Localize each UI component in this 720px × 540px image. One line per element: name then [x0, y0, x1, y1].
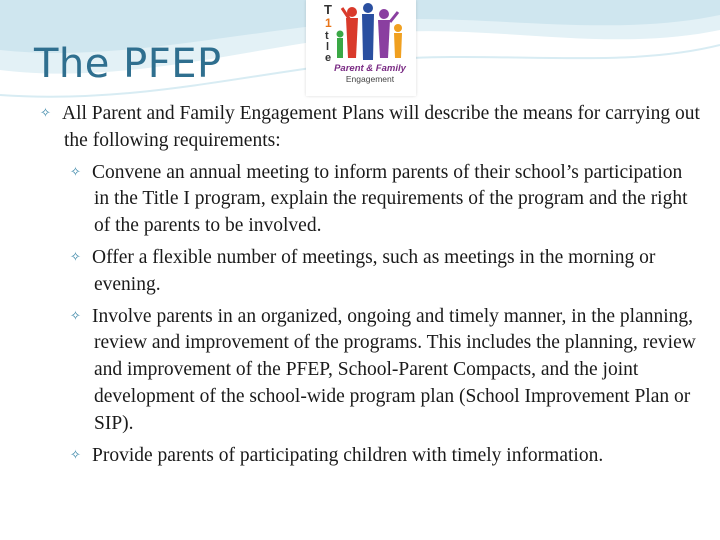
bullet-text: Provide parents of participating children with timely information.: [92, 444, 604, 466]
bullet-timely-information: [70, 442, 700, 470]
slide-title: The PFEP: [34, 41, 222, 87]
bullet-annual-meeting: [70, 159, 700, 240]
bullet-marker-icon: ✧: [70, 163, 81, 179]
bullet-marker-icon: ✧: [70, 446, 81, 462]
bullet-intro: [40, 100, 700, 155]
slide-body: [40, 100, 700, 469]
bullet-flexible-meetings: [70, 244, 700, 299]
logo-letter-t2: t: [325, 30, 329, 42]
logo-letter-e: e: [325, 52, 332, 64]
bullet-involve-parents: [70, 303, 700, 438]
bullet-text: Involve parents in an organized, ongoing and timely manner, in the planning, review and improvement of the programs. This includes the planning, review and improvement of the PFEP, School-Parent Compacts, and the joint development of the school-wide program plan (School Improvement Plan or SIP).: [92, 305, 696, 434]
bullet-text: All Parent and Family Engagement Plans will describe the means for carrying out the following requirements:: [62, 103, 700, 151]
logo-caption-sub: Engagement: [345, 74, 395, 84]
logo-letter-1: 1: [325, 16, 332, 30]
logo-caption-main: Parent & Family: [334, 63, 406, 74]
logo-letter-l: l: [326, 41, 330, 53]
logo-letter-t: T: [324, 2, 332, 17]
bullet-marker-icon: ✧: [70, 248, 81, 264]
bullet-marker-icon: ✧: [40, 105, 51, 120]
bullet-marker-icon: ✧: [70, 307, 81, 323]
bullet-text: Offer a flexible number of meetings, such as meetings in the morning or evening.: [92, 246, 656, 295]
title-one-logo: [306, 0, 416, 96]
bullet-text: Convene an annual meeting to inform parents of their school’s participation in the Title I program, explain the requirements of the program and the right of the parents to be involved.: [92, 161, 688, 237]
